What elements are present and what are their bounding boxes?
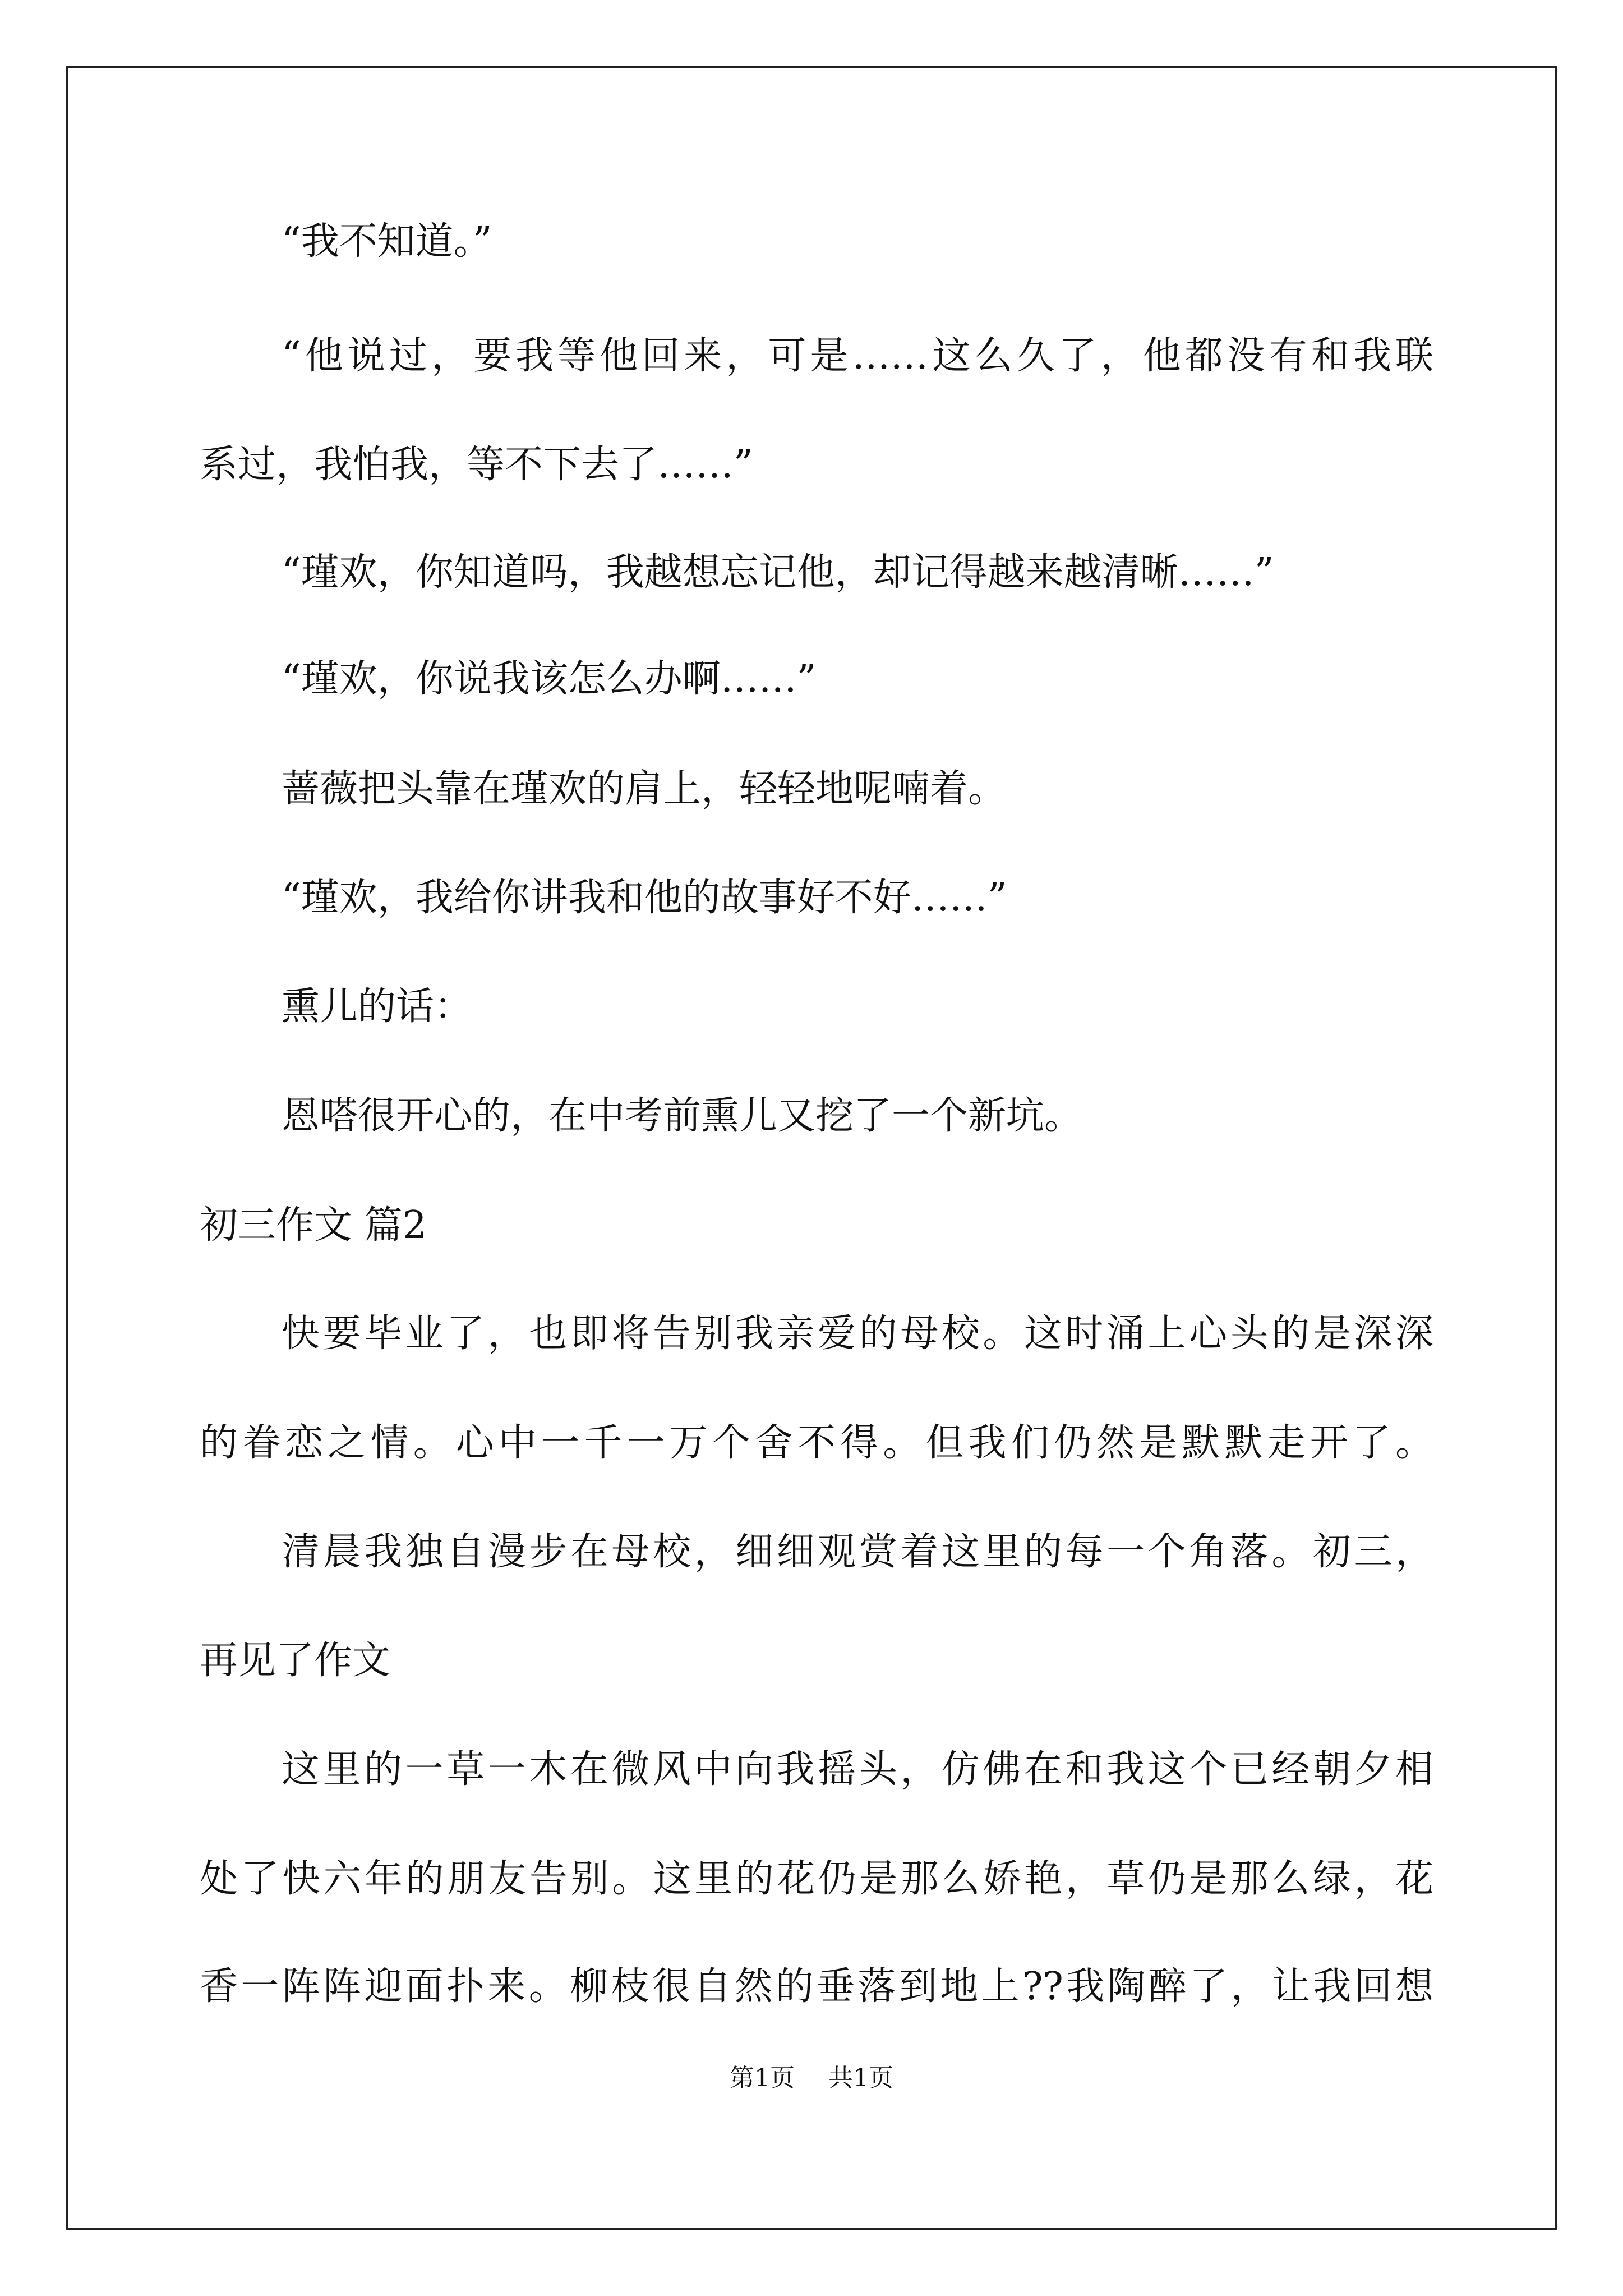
paragraph-line: “瑾欢，你知道吗，我越想忘记他，却记得越来越清晰……” xyxy=(282,550,1274,595)
page-footer xyxy=(0,2062,1623,2095)
paragraph-line: “我不知道。” xyxy=(282,219,492,264)
paragraph-line: “他说过，要我等他回来，可是……这么久了，他都没有和我联 xyxy=(282,334,1433,378)
page-number-current: 第1页 xyxy=(730,2064,795,2092)
paragraph-line: 恩嗒很开心的，在中考前熏儿又挖了一个新坑。 xyxy=(282,1094,1083,1138)
section-heading: 初三作文 篇2 xyxy=(200,1203,427,1248)
paragraph-line: 系过，我怕我，等不下去了……” xyxy=(200,443,753,487)
paragraph-line: 处了快六年的朋友告别。这里的花仍是那么娇艳，草仍是那么绿，花 xyxy=(200,1857,1433,1901)
page-number-total: 共1页 xyxy=(828,2064,893,2092)
paragraph-line: 清晨我独自漫步在母校，细细观赏着这里的每一个角落。初三， xyxy=(282,1530,1433,1574)
page-border xyxy=(66,66,1557,2230)
paragraph-line: 的眷恋之情。心中一千一万个舍不得。但我们仍然是默默走开了。 xyxy=(200,1421,1433,1465)
paragraph-line: 这里的一草一木在微风中向我摇头，仿佛在和我这个已经朝夕相 xyxy=(282,1747,1433,1792)
paragraph-line: 快要毕业了，也即将告别我亲爱的母校。这时涌上心头的是深深 xyxy=(282,1312,1433,1356)
paragraph-line: 香一阵阵迎面扑来。柳枝很自然的垂落到地上??我陶醉了，让我回想 xyxy=(200,1964,1433,2009)
paragraph-line: 熏儿的话： xyxy=(282,984,473,1029)
paragraph-line: 蔷薇把头靠在瑾欢的肩上，轻轻地呢喃着。 xyxy=(282,767,1007,811)
paragraph-line: “瑾欢，我给你讲我和他的故事好不好……” xyxy=(282,876,1007,920)
paragraph-line: “瑾欢，你说我该怎么办啊……” xyxy=(282,657,817,701)
paragraph-line: 再见了作文 xyxy=(200,1639,391,1683)
